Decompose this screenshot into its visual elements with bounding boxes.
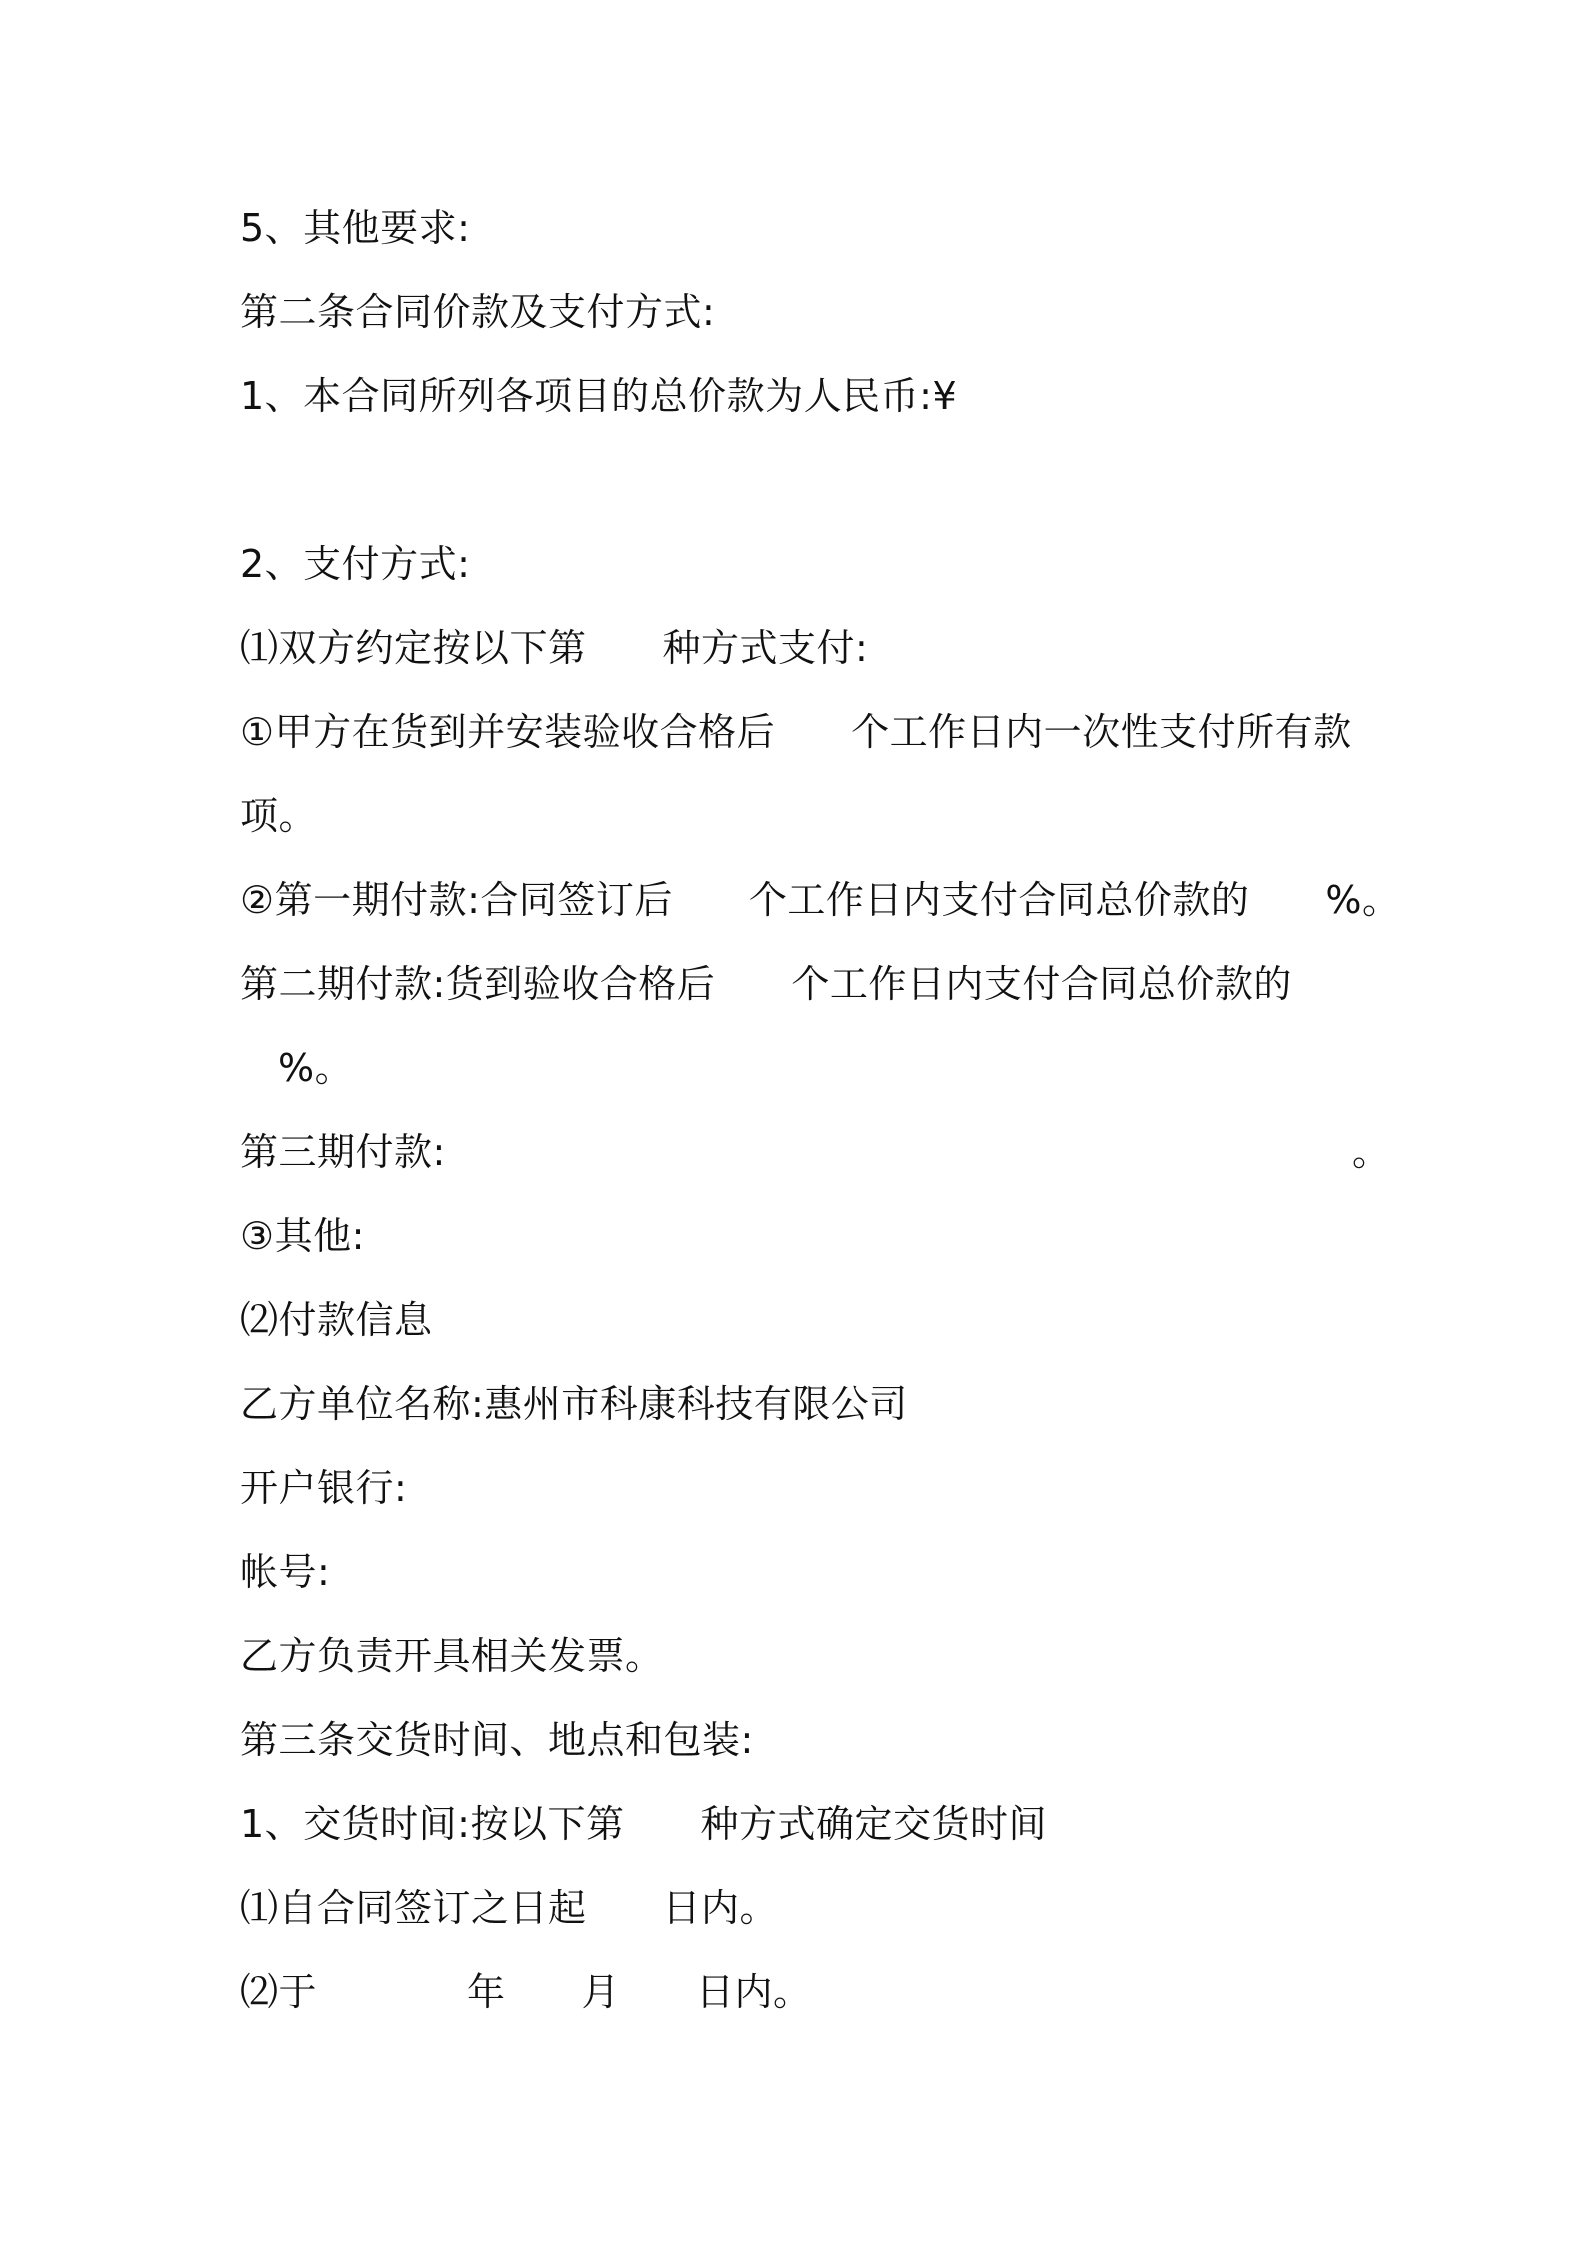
text: 乙方负责开具相关发票。: [240, 1634, 664, 1678]
text: 个工作日内支付合同总价款的: [791, 962, 1292, 1006]
first-installment-line: [240, 875, 1401, 925]
text: 个工作日内支付合同总价款的: [748, 878, 1250, 922]
text: 1、交货时间:按以下第: [240, 1802, 625, 1846]
text: ⑵付款信息: [240, 1298, 433, 1342]
text: 个工作日内一次性支付所有款: [851, 710, 1352, 754]
total-price-line: [240, 371, 957, 421]
text: 第二条合同价款及支付方式:: [240, 290, 716, 334]
text: ⑵于: [240, 1970, 318, 2014]
second-installment-line-cont: [278, 1043, 353, 1093]
text: 乙方单位名称:惠州市科康科技有限公司: [240, 1382, 908, 1426]
option-one-line-cont: [240, 791, 317, 841]
text: 年: [467, 1970, 506, 2014]
text: ⑴自合同签订之日起: [240, 1886, 587, 1930]
article-three-heading: [240, 1715, 754, 1765]
text: 月: [581, 1970, 621, 2014]
payment-method-heading: [240, 539, 470, 589]
option-other-line: [240, 1211, 365, 1261]
text: 。: [1352, 1130, 1391, 1174]
text: 2、支付方式:: [240, 542, 471, 586]
payment-info-heading: [240, 1295, 433, 1345]
delivery-option-two-line: [240, 1967, 812, 2017]
text: 第三期付款:: [240, 1130, 446, 1174]
party-b-name-line: [240, 1379, 908, 1429]
option-one-line: [240, 707, 1352, 757]
text: ③其他:: [240, 1214, 365, 1258]
text: 第三条交货时间、地点和包装:: [240, 1718, 754, 1762]
text: %。: [1325, 878, 1401, 922]
bank-line: [240, 1463, 407, 1513]
second-installment-line: [240, 959, 1292, 1009]
delivery-time-line: [240, 1799, 1047, 1849]
text: ⑴双方约定按以下第: [240, 626, 587, 670]
text: 5、其他要求:: [240, 206, 471, 250]
invoice-line: [240, 1631, 664, 1681]
text: 第二期付款:货到验收合格后: [240, 962, 716, 1006]
article-two-heading: [240, 287, 715, 337]
text: %。: [278, 1046, 354, 1090]
third-installment-line: [240, 1127, 1391, 1177]
text: 日内。: [662, 1886, 779, 1930]
payment-option-line: [240, 623, 868, 673]
text: 种方式支付:: [662, 626, 869, 670]
delivery-option-one-line: [240, 1883, 778, 1933]
clause-other-requirements: [240, 203, 470, 253]
text: 项。: [240, 794, 318, 838]
text: 种方式确定交货时间: [700, 1802, 1047, 1846]
account-line: [240, 1547, 330, 1597]
text: 日内。: [696, 1970, 812, 2014]
text: 1、本合同所列各项目的总价款为人民币:¥: [240, 374, 958, 418]
text: ①甲方在货到并安装验收合格后: [240, 710, 776, 754]
text: ②第一期付款:合同签订后: [240, 878, 673, 922]
text: 开户银行:: [240, 1466, 408, 1510]
text: 帐号:: [240, 1550, 331, 1594]
